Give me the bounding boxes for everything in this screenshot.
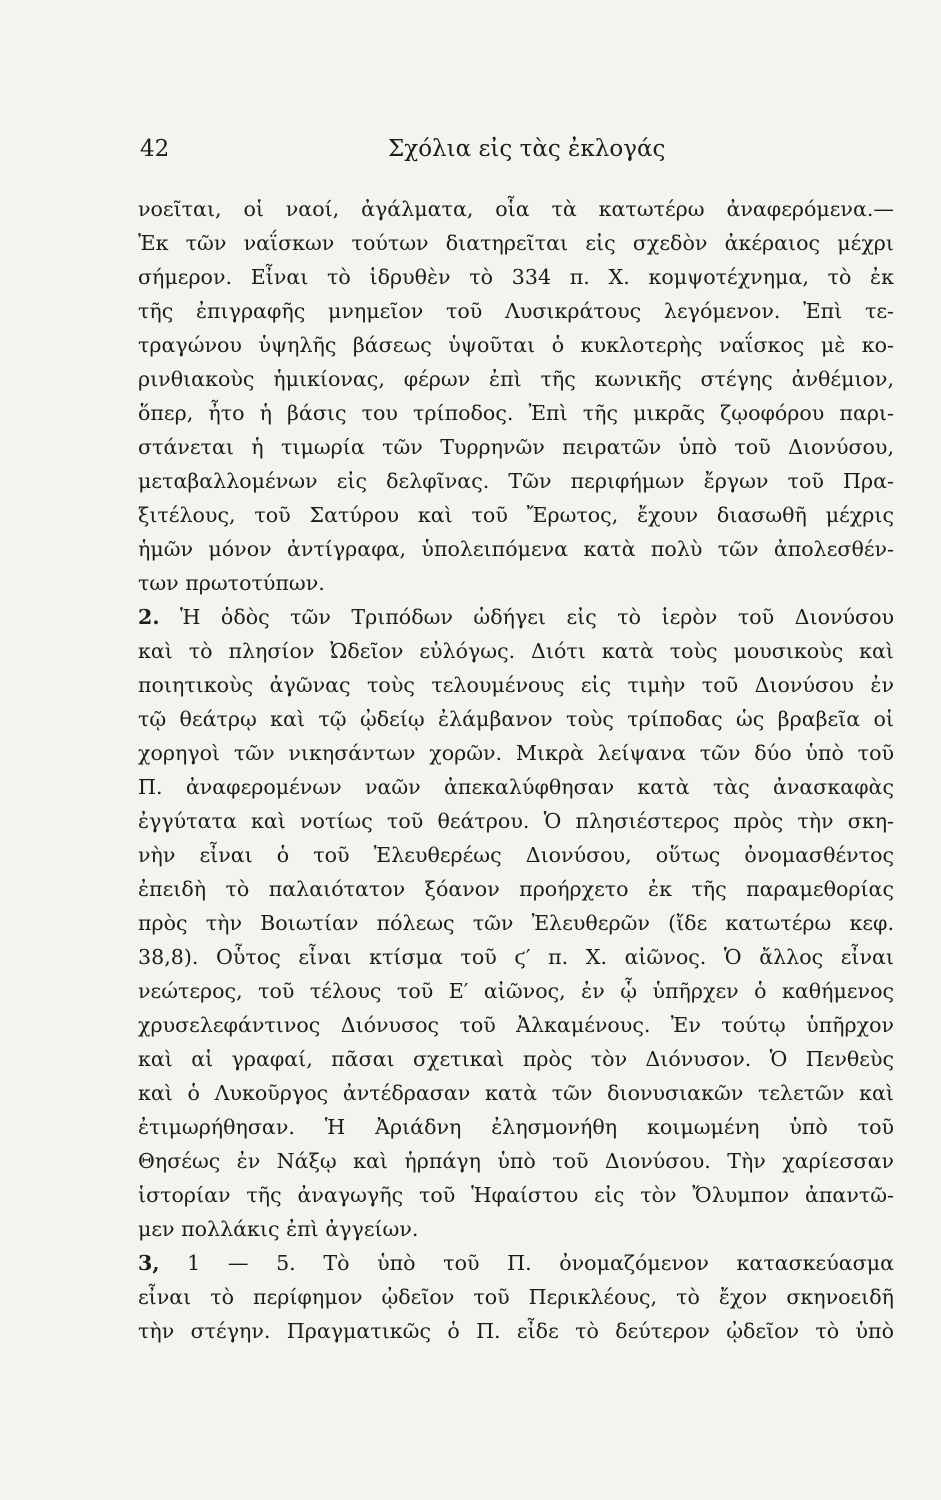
line-text: ρινθιακοὺς ἡμικίονας, φέρων ἐπὶ τῆς κωνικῆς στέγης ἀνθέμιον, <box>138 367 894 391</box>
text-line <box>138 294 894 328</box>
line-text: ξιτέλους, τοῦ Σατύρου καὶ τοῦ Ἔρωτος, ἔχουν διασωθῆ μέχρις <box>138 503 894 527</box>
body-text <box>138 192 894 1348</box>
text-line <box>138 668 894 702</box>
line-text: 1 — 5. Τὸ ὑπὸ τοῦ Π. ὀνομαζόμενον κατασκεύασμα <box>159 1251 894 1275</box>
text-line <box>138 328 894 362</box>
text-line <box>138 940 894 974</box>
text-line <box>138 566 894 600</box>
line-text: τραγώνου ὑψηλῆς βάσεως ὑψοῦται ὁ κυκλοτερὴς ναΐσκος μὲ κο- <box>138 333 894 357</box>
text-line <box>138 464 894 498</box>
line-text: στάνεται ἡ τιμωρία τῶν Τυρρηνῶν πειρατῶν ὑπὸ τοῦ Διονύσου, <box>138 435 894 459</box>
text-line <box>138 872 894 906</box>
text-line <box>138 1042 894 1076</box>
text-line <box>138 498 894 532</box>
line-text: τῷ θεάτρῳ καὶ τῷ ᾠδείῳ ἐλάμβανον τοὺς τρίποδας ὡς βραβεῖα οἱ <box>138 707 894 731</box>
paragraph-number: 2. <box>138 605 160 629</box>
text-line <box>138 1314 894 1348</box>
text-line <box>138 1076 894 1110</box>
line-text: τῆς ἐπιγραφῆς μνημεῖον τοῦ Λυσικράτους λεγόμενον. Ἐπὶ τε- <box>138 299 894 323</box>
line-text: πρὸς τὴν Βοιωτίαν πόλεως τῶν Ἐλευθερῶν (ἴδε κατωτέρω κεφ. <box>138 911 894 935</box>
text-line <box>138 702 894 736</box>
text-line <box>138 804 894 838</box>
text-line <box>138 1212 894 1246</box>
text-line <box>138 1008 894 1042</box>
line-text: Π. ἀναφερομένων ναῶν ἀπεκαλύφθησαν κατὰ τὰς ἀνασκαφὰς <box>138 775 894 799</box>
line-text: καὶ αἱ γραφαί, πᾶσαι σχετικαὶ πρὸς τὸν Διόνυσον. Ὁ Πενθεὺς <box>138 1047 894 1071</box>
text-line <box>138 396 894 430</box>
line-text: νεώτερος, τοῦ τέλους τοῦ Ε′ αἰῶνος, ἐν ᾧ ὑπῆρχεν ὁ καθήμενος <box>138 979 894 1003</box>
text-line <box>138 192 894 226</box>
text-line <box>138 362 894 396</box>
line-text: νὴν εἶναι ὁ τοῦ Ἐλευθερέως Διονύσου, οὕτως ὀνομασθέντος <box>138 843 894 867</box>
line-text: χρυσελεφάντινος Διόνυσος τοῦ Ἀλκαμένους. Ἐν τούτῳ ὑπῆρχον <box>138 1013 894 1037</box>
text-line <box>138 532 894 566</box>
line-text: μεν πολλάκις ἐπὶ ἀγγείων. <box>138 1217 419 1241</box>
text-line <box>138 226 894 260</box>
line-text: καὶ τὸ πλησίον Ὠδεῖον εὐλόγως. Διότι κατὰ τοὺς μουσικοὺς καὶ <box>138 639 894 663</box>
text-line <box>138 1280 894 1314</box>
line-text: εἶναι τὸ περίφημον ᾠδεῖον τοῦ Περικλέους, τὸ ἔχον σκηνοειδῆ <box>138 1285 894 1309</box>
paragraph-number: 3, <box>138 1251 160 1275</box>
text-line <box>138 1178 894 1212</box>
text-line <box>138 634 894 668</box>
line-text: ἱστορίαν τῆς ἀναγωγῆς τοῦ Ἡφαίστου εἰς τὸν Ὄλυμπον ἀπαντῶ- <box>138 1183 894 1207</box>
text-line <box>138 1144 894 1178</box>
running-title: Σχόλια εἰς τὰς ἐκλογάς <box>388 136 666 162</box>
line-text: μεταβαλλομένων εἰς δελφῖνας. Τῶν περιφήμων ἔργων τοῦ Πρα- <box>138 469 894 493</box>
text-line <box>138 736 894 770</box>
text-line <box>138 1110 894 1144</box>
line-text: ἐτιμωρήθησαν. Ἡ Ἀριάδνη ἐλησμονήθη κοιμωμένη ὑπὸ τοῦ <box>138 1115 894 1139</box>
line-text: ποιητικοὺς ἀγῶνας τοὺς τελουμένους εἰς τιμὴν τοῦ Διονύσου ἐν <box>138 673 894 697</box>
line-text: Ἡ ὁδὸς τῶν Τριπόδων ὡδήγει εἰς τὸ ἱερὸν τοῦ Διονύσου <box>159 605 894 629</box>
line-text: νοεῖται, οἱ ναοί, ἀγάλματα, οἷα τὰ κατωτέρω ἀναφερόμενα.— <box>138 197 894 221</box>
text-line <box>138 838 894 872</box>
line-text: ἐγγύτατα καὶ νοτίως τοῦ θεάτρου. Ὁ πλησιέστερος πρὸς τὴν σκη- <box>138 809 894 833</box>
line-text: ἐπειδὴ τὸ παλαιότατον ξόανον προήρχετο ἐκ τῆς παραμεθορίας <box>138 877 894 901</box>
line-text: σήμερον. Εἶναι τὸ ἱδρυθὲν τὸ 334 π. Χ. κομψοτέχνημα, τὸ ἐκ <box>138 265 894 289</box>
line-text: χορηγοὶ τῶν νικησάντων χορῶν. Μικρὰ λείψανα τῶν δύο ὑπὸ τοῦ <box>138 741 894 765</box>
page-header <box>138 128 895 168</box>
text-line <box>138 906 894 940</box>
line-text: καὶ ὁ Λυκοῦργος ἀντέδρασαν κατὰ τῶν διονυσιακῶν τελετῶν καὶ <box>138 1081 894 1105</box>
line-text: Θησέως ἐν Νάξῳ καὶ ἡρπάγη ὑπὸ τοῦ Διονύσου. Τὴν χαρίεσσαν <box>138 1149 894 1173</box>
text-line <box>138 260 894 294</box>
text-line <box>138 600 894 634</box>
text-line <box>138 974 894 1008</box>
line-text: ὅπερ, ἦτο ἡ βάσις του τρίποδος. Ἐπὶ τῆς μικρᾶς ζῳοφόρου παρι- <box>138 401 894 425</box>
line-text: Ἐκ τῶν ναΐσκων τούτων διατηρεῖται εἰς σχεδὸν ἀκέραιος μέχρι <box>138 231 894 255</box>
text-line <box>138 1246 894 1280</box>
text-line <box>138 430 894 464</box>
line-text: 38,8). Οὗτος εἶναι κτίσμα τοῦ ϛ′ π. Χ. αἰῶνος. Ὁ ἄλλος εἶναι <box>138 945 894 969</box>
text-line <box>138 770 894 804</box>
line-text: των πρωτοτύπων. <box>138 571 325 595</box>
line-text: τὴν στέγην. Πραγματικῶς ὁ Π. εἶδε τὸ δεύτερον ᾠδεῖον τὸ ὑπὸ <box>138 1319 894 1343</box>
line-text: ἡμῶν μόνον ἀντίγραφα, ὑπολειπόμενα κατὰ πολὺ τῶν ἀπολεσθέν- <box>138 537 894 561</box>
page-number: 42 <box>140 136 170 162</box>
